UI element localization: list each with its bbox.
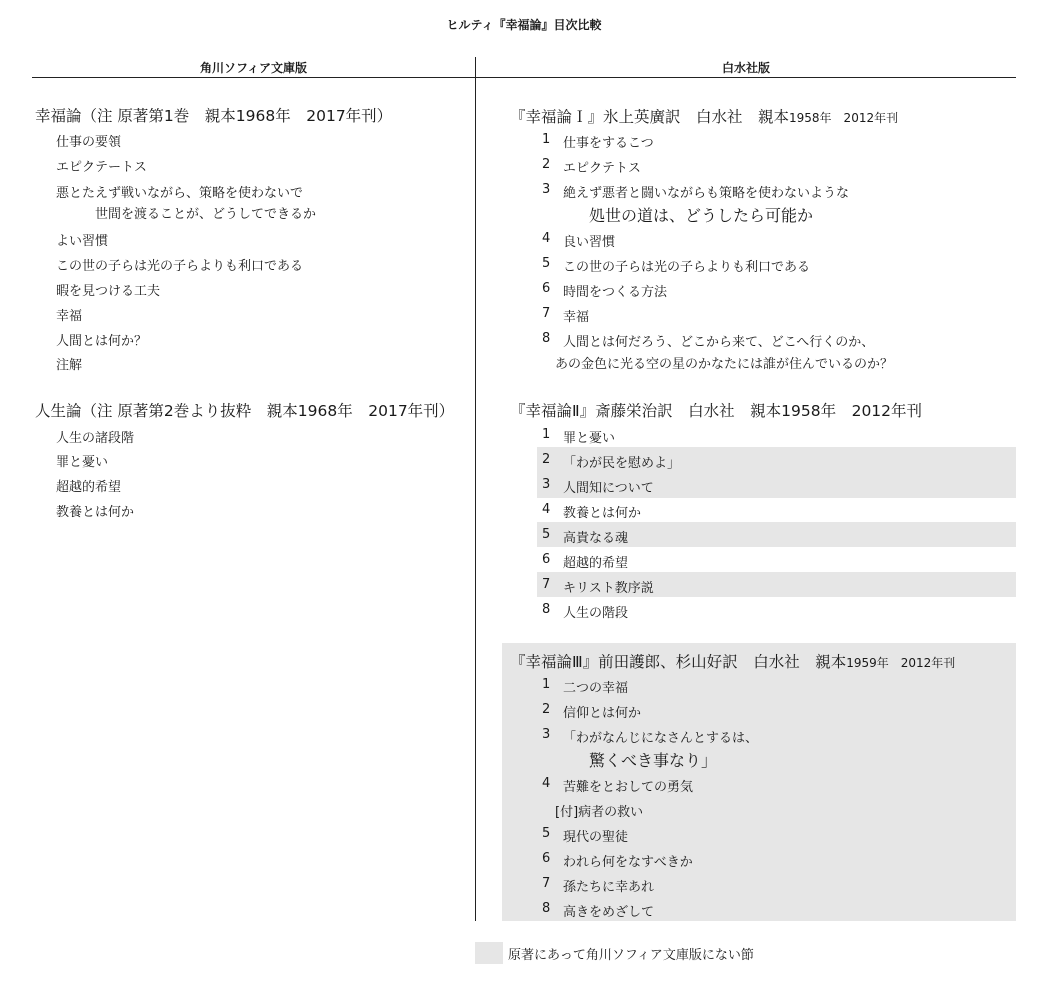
item-number: 3 <box>542 727 551 742</box>
list-item: キリスト教序説 <box>563 581 654 596</box>
item-number: 2 <box>542 157 551 172</box>
section-heading <box>510 650 955 672</box>
item-number: 8 <box>542 901 551 916</box>
item-number: 6 <box>542 281 551 296</box>
list-item: 高貴なる魂 <box>563 531 629 546</box>
item-number: 4 <box>542 776 551 791</box>
list-item: 超越的希望 <box>56 480 122 495</box>
item-number: 5 <box>542 527 551 542</box>
legend-label: 原著にあって角川ソフィア文庫版にない節 <box>508 948 754 963</box>
right-column-header: 白水社版 <box>721 61 770 75</box>
list-item-continuation: 驚くべき事なり」 <box>589 751 718 770</box>
list-item-appendix: [付]病者の救い <box>555 805 644 820</box>
list-item-continuation: 世間を渡ることが、どうしてできるか <box>95 207 317 222</box>
list-item-continuation: あの金色に光る空の星のかなたには誰が住んでいるのか？ <box>555 357 894 372</box>
item-number: 4 <box>542 502 551 517</box>
item-number: 6 <box>542 552 551 567</box>
section-heading: 『幸福論Ⅱ』斎藤栄治訳 白水社 親本1958年 2012年刊 <box>510 402 923 420</box>
list-item: 仕事の要領 <box>56 135 122 150</box>
list-item: 良い習慣 <box>563 235 616 250</box>
list-item: 人間とは何だろう、どこから来て、どこへ行くのか、 <box>563 335 875 350</box>
legend-swatch <box>475 942 503 964</box>
item-number: 7 <box>542 306 551 321</box>
item-number: 2 <box>542 452 551 467</box>
column-divider <box>475 57 476 921</box>
item-number: 1 <box>542 427 551 442</box>
item-number: 7 <box>542 577 551 592</box>
section-heading: 人生論（注 原著第2巻より抜粋 親本1968年 2017年刊） <box>35 402 455 420</box>
list-item: 悪とたえず戦いながら、策略を使わないで <box>56 186 304 201</box>
section-heading-main: 『幸福論Ⅲ』前田護郎、杉山好訳 白水社 親本 <box>510 653 847 671</box>
list-item: 幸福 <box>563 310 590 325</box>
list-item: 幸福 <box>56 309 83 324</box>
list-item: 仕事をするこつ <box>563 136 654 151</box>
item-number: 3 <box>542 182 551 197</box>
list-item: 教養とは何か <box>56 505 135 520</box>
list-item: 苦難をとおしての勇気 <box>563 780 694 795</box>
list-item: 人生の階段 <box>563 606 629 621</box>
list-item: 人間とは何か？ <box>56 334 148 349</box>
item-number: 1 <box>542 677 551 692</box>
list-item: よい習慣 <box>56 234 109 249</box>
item-number: 8 <box>542 602 551 617</box>
list-item: 人間知について <box>563 481 654 496</box>
list-item: この世の子らは光の子らよりも利口である <box>563 260 811 275</box>
item-number: 3 <box>542 477 551 492</box>
list-item: エピクテトス <box>563 161 641 176</box>
section-heading <box>510 105 898 127</box>
section-heading-dates: 1959年 2012年刊 <box>846 656 956 670</box>
item-number: 1 <box>542 132 551 147</box>
list-item: 二つの幸福 <box>563 681 629 696</box>
list-item: 現代の聖徒 <box>563 830 629 845</box>
list-item: 「わがなんじになさんとするは、 <box>563 731 759 746</box>
list-item: 絶えず悪者と闘いながらも策略を使わないような <box>563 186 850 201</box>
item-number: 2 <box>542 702 551 717</box>
item-number: 5 <box>542 256 551 271</box>
item-number: 4 <box>542 231 551 246</box>
section-heading-main: 『幸福論Ｉ』氷上英廣訳 白水社 親本 <box>510 108 790 126</box>
item-number: 8 <box>542 331 551 346</box>
list-item: 孫たちに幸あれ <box>563 880 655 895</box>
list-item: 信仰とは何か <box>563 706 642 721</box>
section-heading: 幸福論（注 原著第1巻 親本1968年 2017年刊） <box>35 107 393 125</box>
header-divider <box>32 77 1016 78</box>
page-title: ヒルティ『幸福論』目次比較 <box>446 18 602 32</box>
list-item: 「わが民を慰めよ」 <box>563 456 681 471</box>
list-item: 暇を見つける工夫 <box>56 284 161 299</box>
item-number: 6 <box>542 851 551 866</box>
list-item: この世の子らは光の子らよりも利口である <box>56 259 304 274</box>
list-item: 人生の諸段階 <box>56 431 135 446</box>
list-item: 超越的希望 <box>563 556 629 571</box>
list-item: 教養とは何か <box>563 506 642 521</box>
list-item: 時間をつくる方法 <box>563 285 668 300</box>
list-item: 罪と憂い <box>56 455 109 470</box>
list-item: われら何をなすべきか <box>563 855 693 870</box>
left-column-header: 角川ソフィア文庫版 <box>199 61 308 75</box>
list-item-continuation: 処世の道は、どうしたら可能か <box>589 206 814 225</box>
item-number: 5 <box>542 826 551 841</box>
section-heading-dates: 1958年 2012年刊 <box>789 111 899 125</box>
list-item: 罪と憂い <box>563 431 616 446</box>
list-item: 高きをめざして <box>563 905 655 920</box>
item-number: 7 <box>542 876 551 891</box>
list-item: エピクテートス <box>56 160 147 175</box>
list-item: 注解 <box>56 358 83 373</box>
